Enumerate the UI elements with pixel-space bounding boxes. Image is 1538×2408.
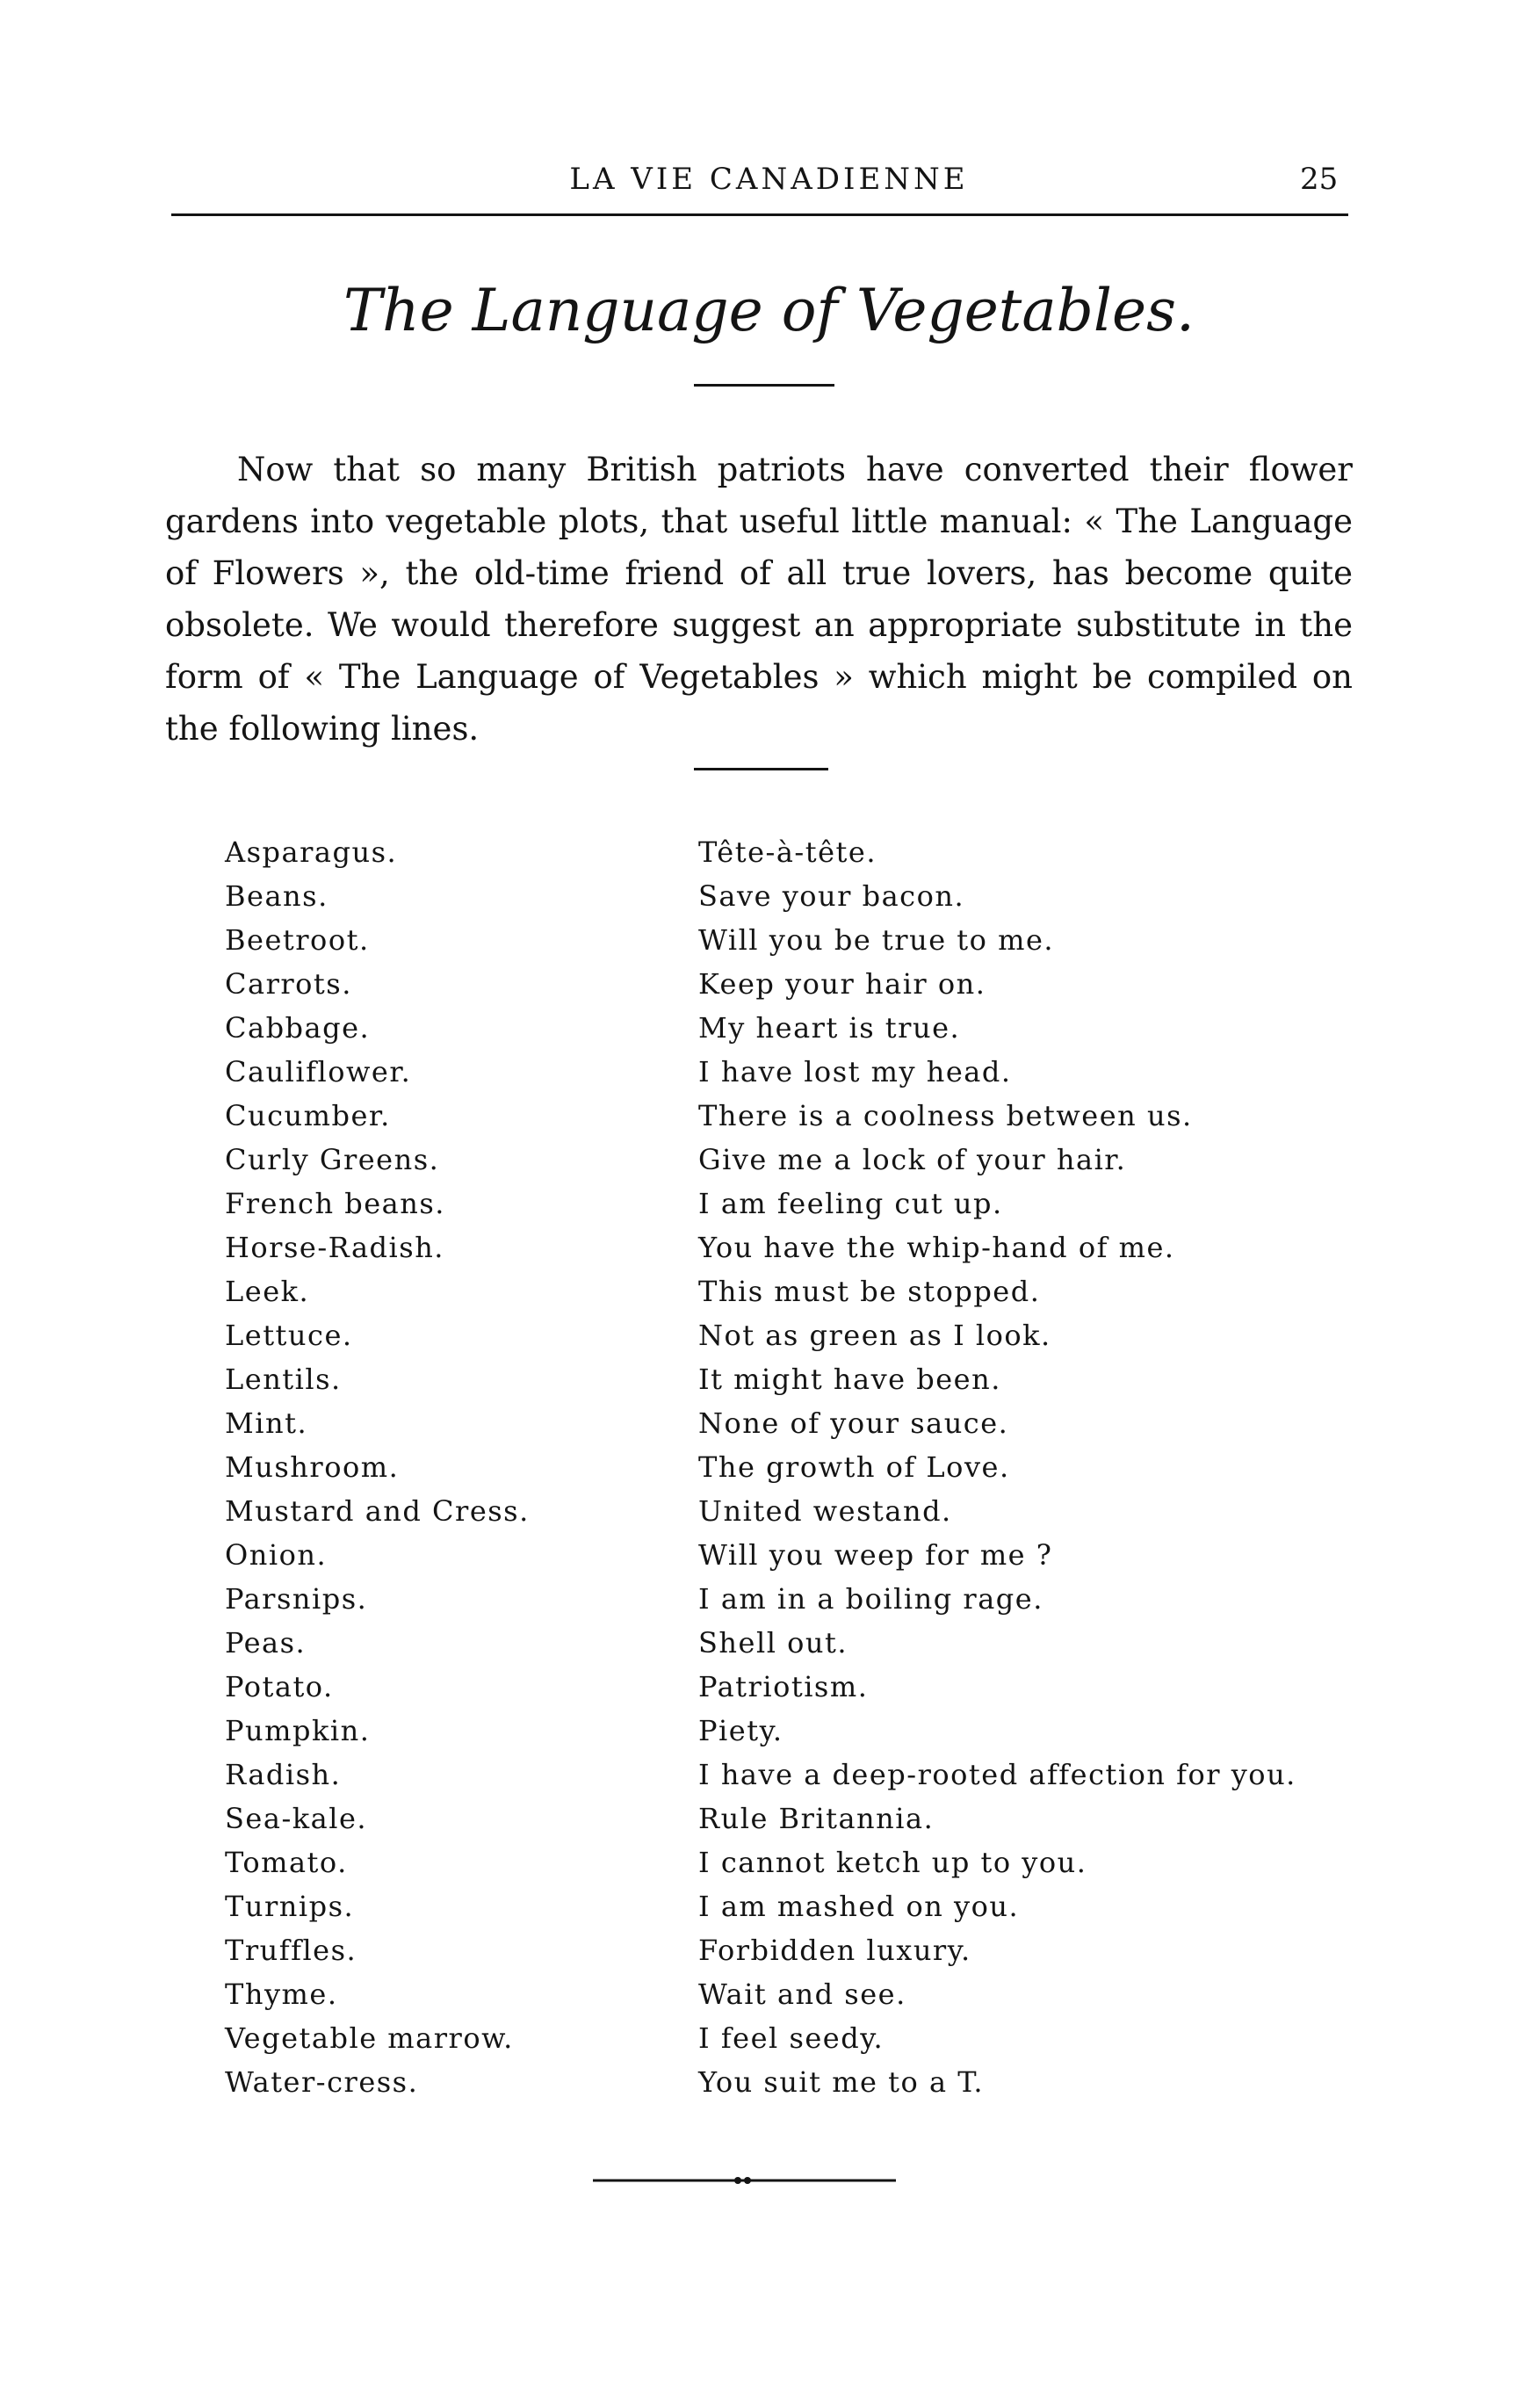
vegetable-meaning: Save your bacon. [698, 879, 965, 913]
vegetable-name: Mint. [225, 1406, 308, 1440]
page-number: 25 [1300, 162, 1339, 197]
vegetable-meaning: I feel seedy. [698, 2021, 885, 2055]
section-divider [694, 768, 828, 770]
vegetable-meaning: United westand. [698, 1494, 952, 1528]
vegetable-name: French beans. [225, 1187, 445, 1220]
vegetable-name: Horse-Radish. [225, 1231, 444, 1264]
vegetable-name: Cucumber. [225, 1099, 391, 1132]
vegetable-meaning: You suit me to a T. [698, 2065, 984, 2099]
vegetable-name: Truffles. [225, 1934, 357, 1967]
vegetable-meaning: Will you weep for me ? [698, 1538, 1053, 1572]
vegetable-name: Water-cress. [225, 2065, 419, 2099]
vegetable-meaning: I am mashed on you. [698, 1890, 1020, 1923]
vegetable-meaning: Will you be true to me. [698, 923, 1055, 957]
vegetable-meaning: You have the whip-hand of me. [698, 1231, 1175, 1264]
vegetable-meaning: Shell out. [698, 1626, 848, 1660]
intro-paragraph: Now that so many British patriots have converted their flower gardens into vegetable plots, that useful little manual: « The Language of Flowers », the old-time friend of all true lovers, has become quite obsolete. We would therefore suggest an appropriate substitute in the form of « The Language of Vegetables » which might be compiled on the following lines. [165, 451, 1353, 748]
vegetable-name: Curly Greens. [225, 1143, 440, 1176]
vegetable-name: Asparagus. [225, 835, 398, 869]
vegetable-name: Mustard and Cress. [225, 1494, 530, 1528]
vegetable-meaning: None of your sauce. [698, 1406, 1009, 1440]
vegetable-name: Carrots. [225, 967, 352, 1001]
vegetable-meaning: I cannot ketch up to you. [698, 1846, 1087, 1879]
vegetable-name: Turnips. [225, 1890, 355, 1923]
article-title: The Language of Vegetables. [343, 277, 1195, 344]
vegetable-meaning: Patriotism. [698, 1670, 869, 1703]
vegetable-name: Radish. [225, 1758, 342, 1791]
vegetable-name: Lentils. [225, 1363, 342, 1396]
vegetable-name: Beans. [225, 879, 329, 913]
vegetable-meaning: The growth of Love. [698, 1450, 1010, 1484]
vegetable-name: Mushroom. [225, 1450, 400, 1484]
vegetable-meaning: I am in a boiling rage. [698, 1582, 1043, 1616]
vegetable-name: Beetroot. [225, 923, 370, 957]
vegetable-meaning: I am feeling cut up. [698, 1187, 1003, 1220]
vegetable-meaning: Forbidden luxury. [698, 1934, 971, 1967]
vegetable-name: Tomato. [225, 1846, 348, 1879]
vegetable-name-column [225, 830, 530, 2104]
vegetable-meaning: Wait and see. [698, 1978, 906, 2011]
vegetable-meaning: There is a coolness between us. [698, 1099, 1193, 1132]
vegetable-name: Leek. [225, 1275, 310, 1308]
vegetable-name: Potato. [225, 1670, 334, 1703]
vegetable-name: Sea-kale. [225, 1802, 368, 1835]
running-title: LA VIE CANADIENNE [569, 162, 969, 197]
vegetable-name: Cauliflower. [225, 1055, 412, 1088]
vegetable-meaning-column [698, 830, 1296, 2104]
vegetable-meaning: Rule Britannia. [698, 1802, 935, 1835]
vegetable-meaning: Not as green as I look. [698, 1319, 1051, 1352]
vegetable-meaning: Tête-à-tête. [698, 835, 877, 869]
vegetable-meaning: My heart is true. [698, 1011, 961, 1045]
vegetable-name: Peas. [225, 1626, 307, 1660]
vegetable-name: Lettuce. [225, 1319, 353, 1352]
vegetable-name: Parsnips. [225, 1582, 368, 1616]
vegetable-meaning: I have a deep-rooted affection for you. [698, 1758, 1296, 1791]
end-ornament [593, 2170, 896, 2191]
vegetable-meaning: Keep your hair on. [698, 967, 986, 1001]
vegetable-name: Onion. [225, 1538, 328, 1572]
vegetable-meaning: This must be stopped. [698, 1275, 1041, 1308]
vegetable-name: Pumpkin. [225, 1714, 371, 1747]
vegetable-name: Cabbage. [225, 1011, 371, 1045]
vegetable-name: Thyme. [225, 1978, 338, 2011]
vegetable-meaning: Piety. [698, 1714, 783, 1747]
vegetable-meaning: Give me a lock of your hair. [698, 1143, 1127, 1176]
title-divider [694, 384, 834, 387]
header-rule [171, 213, 1348, 216]
vegetable-name: Vegetable marrow. [225, 2021, 514, 2055]
vegetable-meaning: I have lost my head. [698, 1055, 1012, 1088]
vegetable-meaning: It might have been. [698, 1363, 1001, 1396]
